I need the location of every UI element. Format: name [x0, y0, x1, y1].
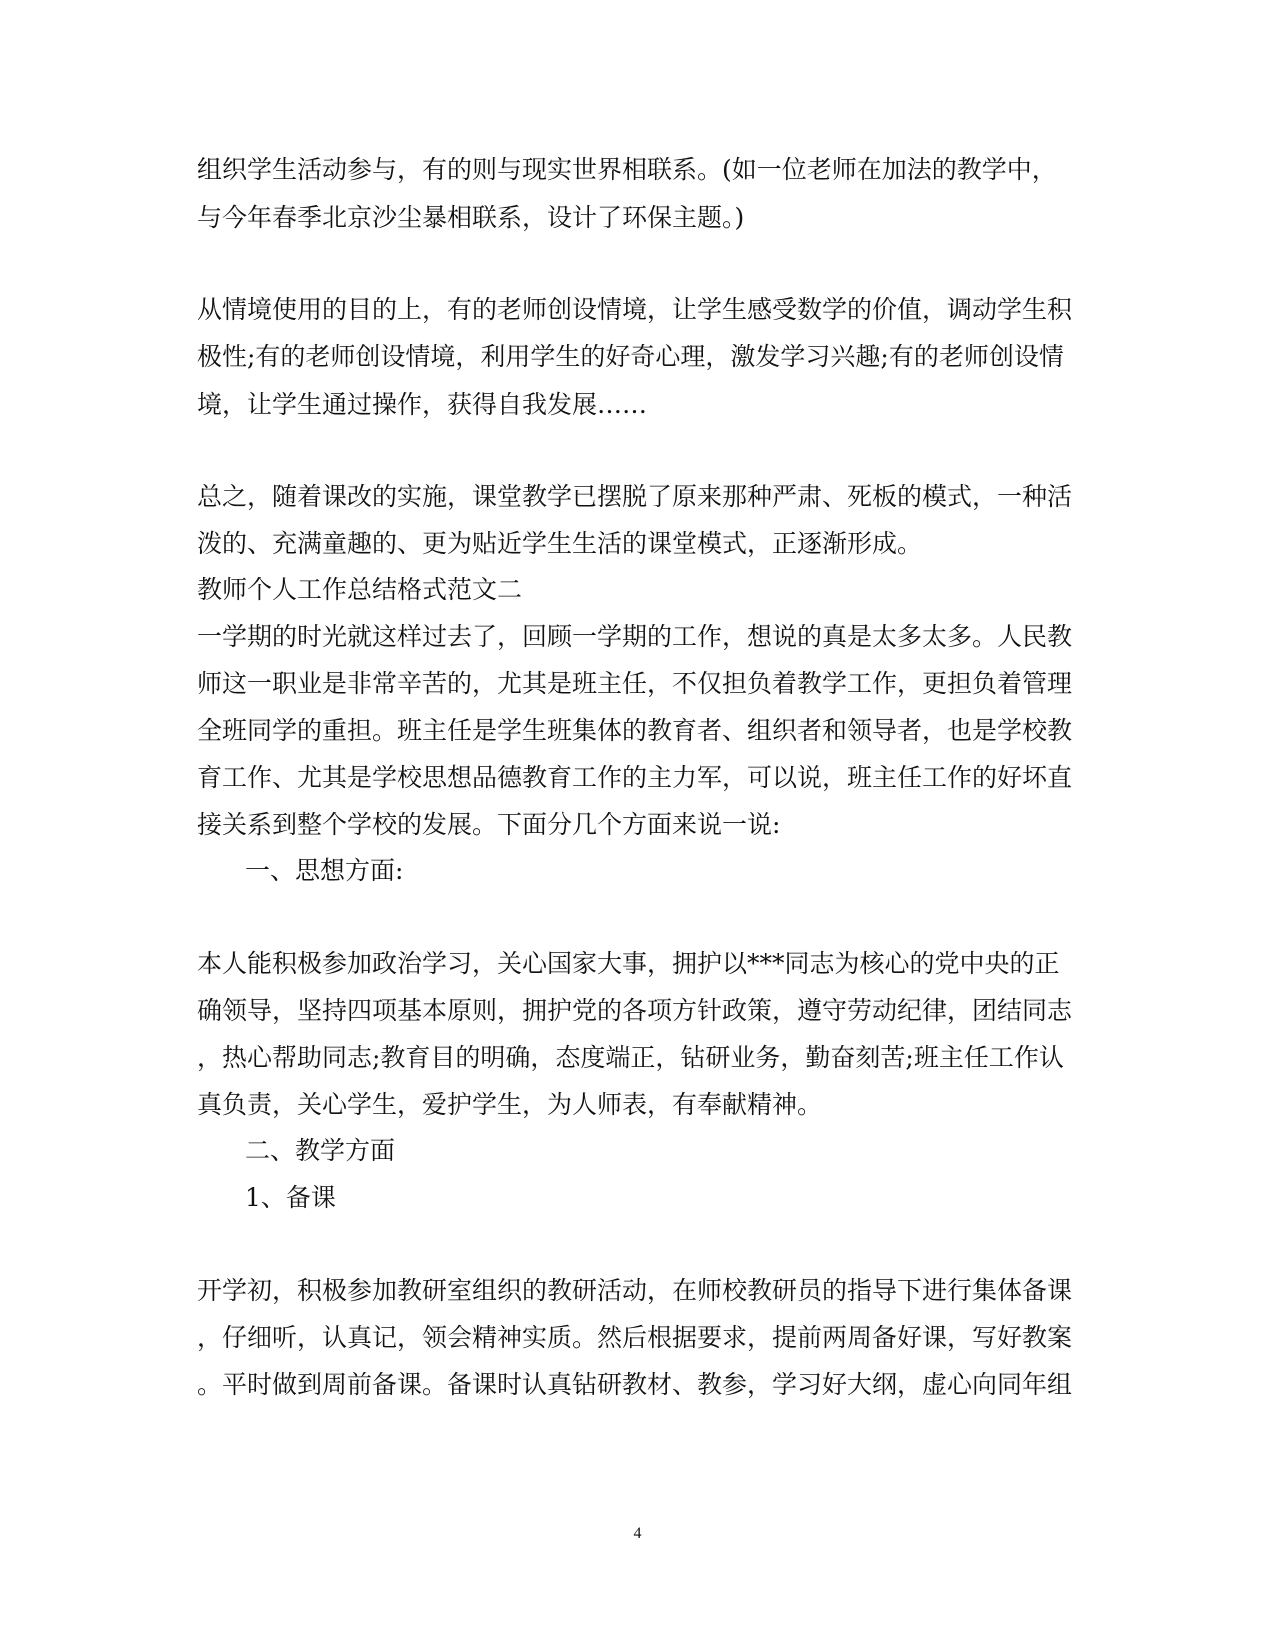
text-line: 师这一职业是非常辛苦的，尤其是班主任，不仅担负着教学工作，更担负着管理 — [197, 669, 1073, 698]
text-line: 接关系到整个学校的发展。下面分几个方面来说一说: — [197, 810, 781, 839]
text-line: 全班同学的重担。班主任是学生班集体的教育者、组织者和领导者，也是学校教 — [197, 716, 1073, 745]
text-line: ，仔细听，认真记，领会精神实质。然后根据要求，提前两周备好课，写好教案 — [197, 1323, 1073, 1352]
page-number: 4 — [633, 1525, 642, 1542]
subsection-heading: 二、教学方面 — [245, 1136, 396, 1165]
text-line: 。平时做到周前备课。备课时认真钻研教材、教参，学习好大纲，虚心向同年组 — [197, 1370, 1073, 1399]
section-heading: 教师个人工作总结格式范文二 — [197, 575, 523, 604]
text-line: 真负责，关心学生，爱护学生，为人师表，有奉献精神。 — [197, 1090, 823, 1119]
text-line: 极性;有的老师创设情境，利用学生的好奇心理，激发学习兴趣;有的老师创设情 — [197, 342, 1064, 371]
text-line: 开学初，积极参加教研室组织的教研活动，在师校教研员的指导下进行集体备课 — [197, 1276, 1073, 1305]
text-line: ，热心帮助同志;教育目的明确，态度端正，钻研业务，勤奋刻苦;班主任工作认 — [197, 1043, 1064, 1072]
text-line: 育工作、尤其是学校思想品德教育工作的主力军，可以说，班主任工作的好坏直 — [197, 763, 1073, 792]
text-line: 本人能积极参加政治学习，关心国家大事，拥护以***同志为核心的党中央的正 — [197, 949, 1060, 978]
text-line: 组织学生活动参与，有的则与现实世界相联系。(如一位老师在加法的教学中， — [197, 155, 1057, 184]
text-line: 确领导，坚持四项基本原则，拥护党的各项方针政策，遵守劳动纪律，团结同志 — [197, 996, 1073, 1025]
subsection-heading: 一、思想方面: — [245, 856, 404, 885]
text-line: 境，让学生通过操作，获得自我发展…… — [197, 390, 648, 419]
text-line: 总之，随着课改的实施，课堂教学已摆脱了原来那种严肃、死板的模式，一种活 — [197, 482, 1073, 511]
text-line: 从情境使用的目的上，有的老师创设情境，让学生感受数学的价值，调动学生积 — [197, 295, 1073, 324]
text-line: 与今年春季北京沙尘暴相联系，设计了环保主题。) — [197, 203, 745, 232]
subsection-heading: 1、备课 — [245, 1183, 336, 1212]
text-line: 泼的、充满童趣的、更为贴近学生生活的课堂模式，正逐渐形成。 — [197, 529, 923, 558]
text-line: 一学期的时光就这样过去了，回顾一学期的工作，想说的真是太多太多。人民教 — [197, 622, 1073, 651]
